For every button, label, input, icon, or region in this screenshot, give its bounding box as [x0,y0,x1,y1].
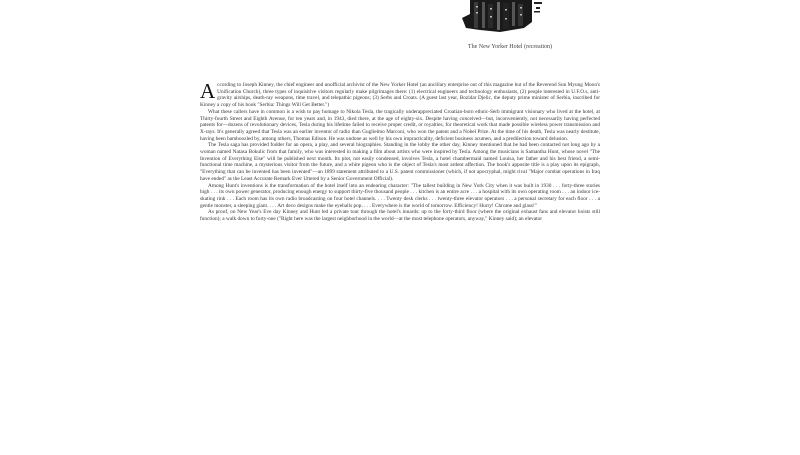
drop-cap: A [200,79,216,103]
hotel-illustration [440,0,570,40]
hotel-building-image [440,0,570,40]
article-paragraph [200,79,600,109]
article-paragraph: As proof, on New Year's Eve day Kinney and Hunt led a private tour through the hotel's innards: up to the forty-third floor (where the original exhaust fans and elevator hoists still function); a walk down to forty-one ("Right here was the largest neighborhood in the world—at the most telephone operators, anyway," Kinney said); an elevator [200,209,600,223]
article-paragraph: Among Hunt's inventions is the transformation of the hotel itself into an endearing character: "The tallest building in New York City when it was built in 1930 . . . forty-three stories high . . . its own power generator, producing enough energy to support thirty-five thousand people . . . kitchen is an entire acre . . . a hospital with its own operating room . . . an indoor ice-skating rink . . . Each room has its own radio broadcasting on four hotel channels. . . . Twenty desk clerks . . . twenty-three elevator operators . . . a personal secretary for each floor . . . a gentle monster, a sleeping giant. . . . Art deco designs make the eyeballs pop. . . . Everywhere is the world of tomorrow. Efficiency! Hurry! Chrome and glass!" [200,182,600,209]
article-paragraph: What these callers have in common is a wish to pay homage to Nikola Tesla, the tragically underappreciated Croatian-born ethnic-Serb immigrant visionary who lived at the hotel, at Thirty-fourth Street and Eighth Avenue, for ten years and, in 1943, died there, at the age of eighty-six. Despite having conceived—but, inconveniently, not necessarily having perfected patents for—dozens of revolutionary devices, Tesla during his lifetime failed to receive proper credit, or royalties, for theoretical work that made possible wireless power transmission and X-rays. It's generally agreed that Tesla was an earlier inventor of radio than Guglielmo Marconi, who won the patent and a Nobel Prize. At the time of his death, Tesla was nearly destitute, having been bamboozled by, among others, Thomas Edison. He was undone as well by his own impracticality, deficient business acumen, and a predilection toward delusion. [200,108,600,142]
paragraph-text: ccording to Joseph Kinney, the chief engineer and unofficial archivist of the New Yorker Hotel (an ancillary enterprise out of this magazine but of the Reverend Sun Myung Moon's Unification Church), three types of inquisitive visitors regularly make pilgrimages there: (1) electrical engineers and technology enthusiasts, (2) people interested in U.F.O.s, anti-gravity airships, death-ray weapons, time travel, and telepathic pigeons; (3) Serbs and Croats. (A guest last year, Bozidar Djelic, the deputy prime minister of Serbia, inscribed for Kinney a copy of his book "Serbia: Things Will Get Better.") [200,82,600,109]
figure-caption: The New Yorker Hotel (recreation) [467,44,553,50]
article-body [200,79,600,223]
article-paragraph: The Tesla saga has provided fodder for an opera, a play, and several biographies. Standing in the lobby the other day, Kinney mentioned that he had been contacted not long ago by a woman named Natasa Bokulic from that family, who was interested in making a film about artists who were inspired by Tesla. Among the musicians is Samantha Hunt, whose novel "The Invention of Everything Else" will be published next month. Its plot, not easily condensed, involves Tesla, a hotel chambermaid named Louisa, her father and his best friend, a semi-functional time machine, a mysterious visitor from the future, and a white pigeon who is the object of Tesla's most ardent affection. The book's apposite title is a play upon its epigraph, "Everything that can be invented has been invented"—an 1899 statement attributed to a U.S. patent commissioner (which, if not apocryphal, might rival "Major combat operations in Iraq have ended" as the Least Accurate Remark Ever Uttered by a Senior Government Official). [200,142,600,182]
